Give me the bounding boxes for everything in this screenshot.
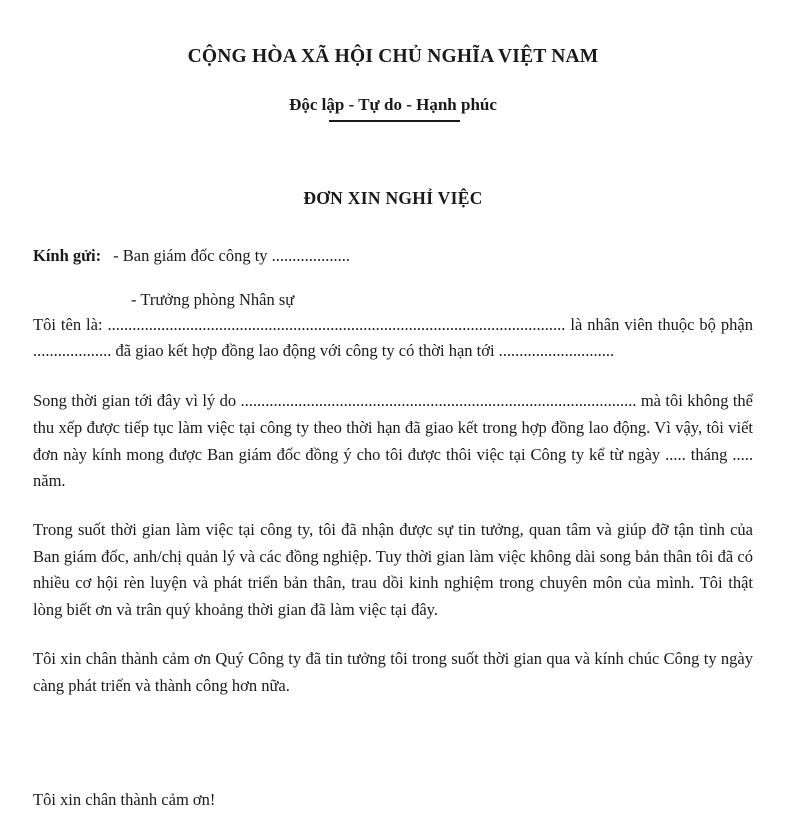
motto-container bbox=[33, 95, 753, 115]
national-motto: Độc lập - Tự do - Hạnh phúc bbox=[289, 95, 497, 115]
recipient-row bbox=[33, 244, 753, 268]
recipient-label: Kính gửi: bbox=[33, 245, 102, 265]
recipient-row bbox=[33, 288, 753, 312]
paragraph-personal-info: Tôi tên là: ............................................................................................................... là nhân viên thuộc bộ phận ................... đã giao kết hợp đồng lao động với công ty có thời hạn tới ............................ bbox=[33, 314, 753, 361]
clipped-next-line: Tôi xin chân thành cảm ơn! bbox=[33, 790, 216, 810]
document-title: ĐƠN XIN NGHỈ VIỆC bbox=[303, 187, 483, 208]
paragraph-closing: Tôi xin chân thành cảm ơn Quý Công ty đã tin tưởng tôi trong suốt thời gian qua và kính chúc Công ty ngày càng phát triển và thành công hơn nữa. bbox=[33, 648, 753, 695]
national-title: CỘNG HÒA XÃ HỘI CHỦ NGHĨA VIỆT NAM bbox=[187, 46, 599, 67]
paragraph-gratitude: Trong suốt thời gian làm việc tại công ty, tôi đã nhận được sự tin tưởng, quan tâm và giúp đỡ tận tình của Ban giám đốc, anh/chị quản lý và các đồng nghiệp. Tuy thời gian làm việc không dài song bản thân tôi đã có nhiều cơ hội rèn luyện và phát triển bản thân, trau dồi kinh nghiệm trong chuyên môn của mình. Tôi thật lòng biết ơn và trân quý khoảng thời gian đã làm việc tại đây. bbox=[33, 519, 753, 620]
recipient-line-1: - Ban giám đốc công ty ................... bbox=[113, 245, 351, 265]
paragraph-reason: Song thời gian tới đây vì lý do ................................................................................................ mà tôi không thể thu xếp được tiếp tục làm việc tại công ty theo thời hạn đã giao kết trong hợp đồng lao động. Vì vậy, tôi viết đơn này kính mong được Ban giám đốc đồng ý cho tôi được thôi việc tại Công ty kể từ ngày ..... tháng ..... năm. bbox=[33, 391, 753, 491]
recipient-block bbox=[33, 244, 753, 312]
recipient-line-2: - Trưởng phòng Nhân sự bbox=[131, 289, 295, 309]
